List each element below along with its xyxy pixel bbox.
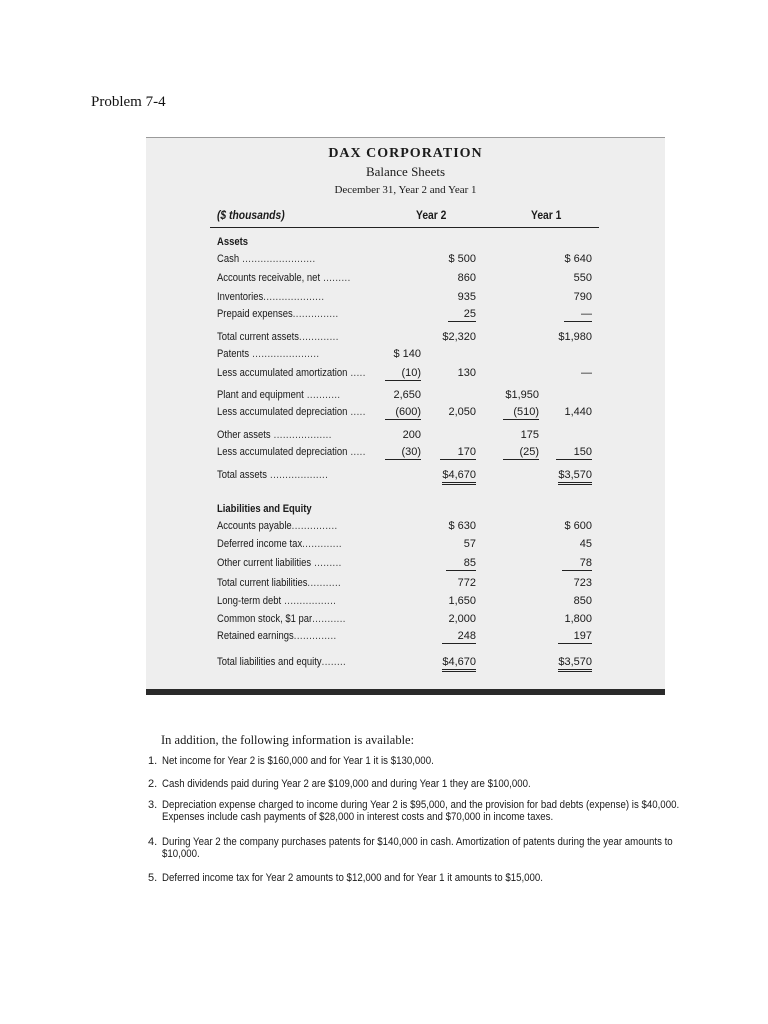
prepaid-y1: — bbox=[564, 308, 592, 322]
ocl-label: Other current liabilities ......... bbox=[217, 557, 342, 569]
dep2-acc-y1: (25) bbox=[503, 446, 539, 460]
ar-y2: 860 bbox=[457, 272, 476, 284]
cs-y2: 2,000 bbox=[448, 613, 476, 625]
year1-heading: Year 1 bbox=[531, 208, 562, 222]
total-le-y2: $4,670 bbox=[442, 656, 476, 672]
ap-y2: $ 630 bbox=[448, 520, 476, 532]
ar-y1: 550 bbox=[573, 272, 592, 284]
note-text: Deferred income tax for Year 2 amounts to $12,000 and for Year 1 it amounts to $15,000. bbox=[162, 872, 543, 884]
patents-gross: $ 140 bbox=[393, 348, 421, 360]
ocl-y1: 78 bbox=[562, 557, 592, 571]
ppe-gross-y2: 2,650 bbox=[393, 389, 421, 401]
deferred-label: Deferred income tax............. bbox=[217, 538, 342, 550]
ppe-label: Plant and equipment ........... bbox=[217, 389, 341, 401]
cs-label: Common stock, $1 par........... bbox=[217, 613, 346, 625]
amort-label: Less accumulated amortization ..... bbox=[217, 367, 366, 379]
tca-label: Total current assets............. bbox=[217, 331, 339, 343]
amort-acc: (10) bbox=[385, 367, 421, 381]
ar-label: Accounts receivable, net ......... bbox=[217, 272, 351, 284]
note-number: 3. bbox=[148, 799, 158, 811]
inventories-y2: 935 bbox=[457, 291, 476, 303]
statement-date: December 31, Year 2 and Year 1 bbox=[334, 184, 477, 196]
ltd-label: Long-term debt ................. bbox=[217, 595, 337, 607]
assets-heading: Assets bbox=[217, 236, 249, 248]
tcl-label: Total current liabilities........... bbox=[217, 577, 342, 589]
prepaid-y2: 25 bbox=[448, 308, 476, 322]
note-item bbox=[148, 755, 678, 767]
dep1-label: Less accumulated depreciation ..... bbox=[217, 406, 366, 418]
total-le-label: Total liabilities and equity........ bbox=[217, 656, 347, 668]
ltd-y1: 850 bbox=[573, 595, 592, 607]
note-text: Net income for Year 2 is $160,000 and for Year 1 it is $130,000. bbox=[162, 755, 434, 767]
cs-y1: 1,800 bbox=[564, 613, 592, 625]
note-number: 5. bbox=[148, 872, 158, 884]
total-le-y1: $3,570 bbox=[558, 656, 592, 672]
total-assets-label: Total assets ................... bbox=[217, 469, 329, 481]
note-number: 2. bbox=[148, 778, 158, 790]
statement-title: Balance Sheets bbox=[365, 164, 446, 179]
tca-y2: $2,320 bbox=[442, 331, 476, 343]
company-name: DAX CORPORATION bbox=[328, 146, 483, 161]
liabilities-heading: Liabilities and Equity bbox=[217, 503, 312, 515]
inventories-label: Inventories.................... bbox=[217, 291, 325, 303]
ltd-y2: 1,650 bbox=[448, 595, 476, 607]
patents-net-y2: 130 bbox=[457, 367, 476, 379]
dep1-acc-y2: (600) bbox=[385, 406, 421, 420]
total-assets-y1: $3,570 bbox=[558, 469, 592, 485]
tca-y1: $1,980 bbox=[558, 331, 592, 343]
ap-y1: $ 600 bbox=[564, 520, 592, 532]
inventories-y1: 790 bbox=[573, 291, 592, 303]
total-assets-y2: $4,670 bbox=[442, 469, 476, 485]
tcl-y1: 723 bbox=[573, 577, 592, 589]
ppe-gross-y1: $1,950 bbox=[505, 389, 539, 401]
dep2-label: Less accumulated depreciation ..... bbox=[217, 446, 366, 458]
ap-label: Accounts payable............... bbox=[217, 520, 338, 532]
re-label: Retained earnings.............. bbox=[217, 630, 337, 642]
tcl-y2: 772 bbox=[457, 577, 476, 589]
re-y1: 197 bbox=[558, 630, 592, 644]
other-gross-y1: 175 bbox=[520, 429, 539, 441]
additional-info-intro: In addition, the following information is available: bbox=[161, 733, 415, 747]
ocl-y2: 85 bbox=[446, 557, 476, 571]
other-gross-y2: 200 bbox=[402, 429, 421, 441]
note-number: 1. bbox=[148, 755, 158, 767]
deferred-y2: 57 bbox=[463, 538, 476, 550]
prepaid-label: Prepaid expenses............... bbox=[217, 308, 339, 320]
cash-y2: $ 500 bbox=[448, 253, 476, 265]
note-text: During Year 2 the company purchases patents for $140,000 in cash. Amortization of patents during the year amounts to $10,000. bbox=[162, 836, 673, 860]
patents-label: Patents ...................... bbox=[217, 348, 320, 360]
cash-label: Cash ........................ bbox=[217, 253, 316, 265]
ppe-net-y1: 1,440 bbox=[564, 406, 592, 418]
note-item bbox=[148, 872, 678, 884]
other-net-y1: 150 bbox=[556, 446, 592, 460]
note-number: 4. bbox=[148, 836, 158, 848]
cash-y1: $ 640 bbox=[564, 253, 592, 265]
note-text: Depreciation expense charged to income during Year 2 is $95,000, and the provision for bad debts (expense) is $40,000. Expenses include cash payments of $28,000 in interest costs and $70,000 in income taxes. bbox=[162, 799, 680, 823]
year2-heading: Year 2 bbox=[416, 208, 447, 222]
note-text: Cash dividends paid during Year 2 are $109,000 and during Year 1 they are $100,000. bbox=[162, 778, 531, 790]
note-item bbox=[148, 836, 678, 860]
units-label: ($ thousands) bbox=[217, 208, 285, 222]
dep1-acc-y1: (510) bbox=[503, 406, 539, 420]
patents-net-y1: — bbox=[581, 367, 592, 379]
deferred-y1: 45 bbox=[579, 538, 592, 550]
note-item bbox=[148, 778, 678, 790]
note-item bbox=[148, 799, 678, 823]
other-net-y2: 170 bbox=[440, 446, 476, 460]
dep2-acc-y2: (30) bbox=[385, 446, 421, 460]
ppe-net-y2: 2,050 bbox=[448, 406, 476, 418]
problem-title: Problem 7-4 bbox=[91, 94, 166, 110]
other-label: Other assets ................... bbox=[217, 429, 332, 441]
panel-bottom-rule bbox=[146, 689, 665, 695]
header-rule bbox=[210, 227, 599, 228]
re-y2: 248 bbox=[442, 630, 476, 644]
